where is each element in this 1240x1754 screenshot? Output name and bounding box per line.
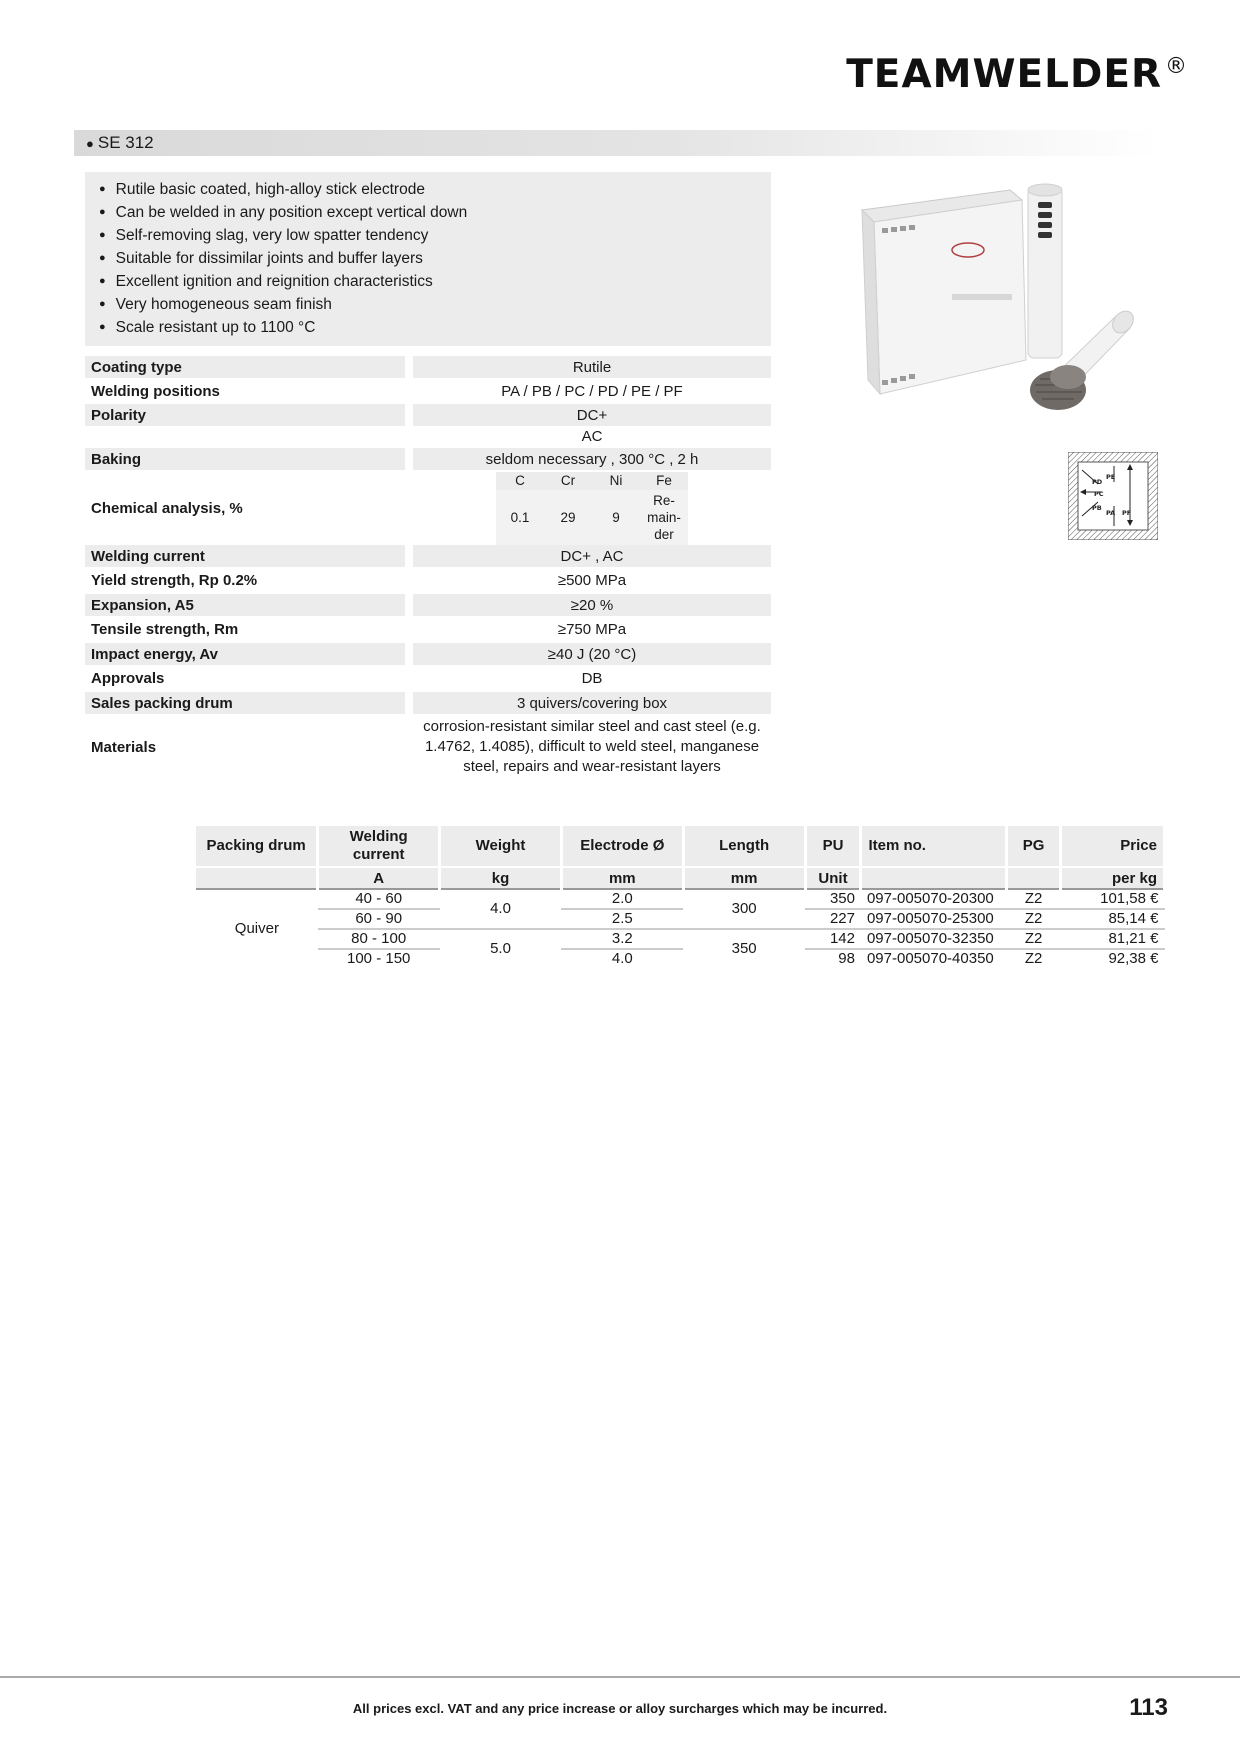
feature-item: ● Suitable for dissimilar joints and buffer layers (99, 247, 771, 270)
feature-item: ● Self-removing slag, very low spatter tendency (99, 224, 771, 247)
col-weight: Weight (440, 826, 562, 867)
spec-row-tensile (85, 618, 771, 640)
price-cell: 85,14 € (1061, 909, 1165, 929)
feature-item: ● Can be welded in any position except vertical down (99, 201, 771, 224)
feature-item: ● Scale resistant up to 1100 °C (99, 316, 771, 339)
length-cell: 300 (683, 889, 805, 929)
unit-packing (196, 867, 318, 889)
spec-row-current (85, 545, 771, 567)
unit-price: per kg (1061, 867, 1165, 889)
diameter-cell: 3.2 (561, 929, 683, 949)
footer-note: All prices excl. VAT and any price increase or alloy surcharges which may be incurred. (352, 1701, 888, 1716)
price-cell: 101,58 € (1061, 889, 1165, 909)
spec-value: DC+ (413, 404, 771, 426)
current-cell: 60 - 90 (318, 909, 440, 929)
registered-mark: ® (1165, 54, 1188, 79)
item-cell: 097-005070-40350 (861, 949, 1007, 968)
item-cell: 097-005070-20300 (861, 889, 1007, 909)
spec-label: Tensile strength, Rm (91, 620, 239, 638)
spec-row-packing (85, 692, 771, 714)
element-value (640, 490, 688, 545)
unit-weight: kg (440, 867, 562, 889)
table-row (196, 909, 1165, 929)
label-pf: PF (1122, 509, 1132, 517)
spec-row-yield (85, 569, 771, 591)
spec-label: Welding current (85, 545, 405, 567)
welding-position-diagram (1068, 452, 1158, 540)
spec-label: Yield strength, Rp 0.2% (91, 571, 258, 589)
unit-electrode: mm (561, 867, 683, 889)
label-pa: PA (1106, 509, 1116, 517)
feature-item: ● Excellent ignition and reignition characteristics (99, 270, 771, 293)
spec-label: Baking (85, 448, 405, 470)
spec-row-expansion (85, 594, 771, 616)
feature-item: ● Rutile basic coated, high-alloy stick electrode (99, 178, 771, 201)
spec-row-coating (85, 356, 771, 378)
fe-line: Re- (653, 492, 675, 508)
element-header: Fe (656, 473, 672, 488)
spec-label: Coating type (85, 356, 405, 378)
col-price: Price (1061, 826, 1165, 867)
spec-label: Chemical analysis, % (91, 499, 243, 517)
unit-row (196, 867, 1165, 889)
brand-name: TEAMWELDER (846, 52, 1162, 97)
label-pd: PD (1092, 478, 1103, 486)
element-header: Cr (560, 473, 576, 488)
label-pb: PB (1092, 504, 1102, 512)
materials-line: 1.4762, 1.4085), difficult to weld steel, manganese (424, 738, 760, 755)
spec-row-approvals (85, 667, 771, 689)
pg-cell: Z2 (1007, 889, 1061, 909)
element-value: 29 (560, 509, 576, 525)
element-value: 9 (612, 509, 620, 525)
diameter-cell: 2.0 (561, 889, 683, 909)
weight-cell: 4.0 (440, 889, 562, 929)
price-table (196, 826, 1166, 968)
spec-value: AC (581, 427, 603, 445)
pu-cell: 142 (805, 929, 861, 949)
price-cell: 81,21 € (1061, 929, 1165, 949)
spec-row-materials (85, 716, 771, 778)
product-title: SE 312 (97, 133, 154, 152)
table-row (196, 949, 1165, 968)
spec-row-baking (85, 448, 771, 470)
product-image (860, 180, 1140, 440)
pg-cell: Z2 (1007, 929, 1061, 949)
feature-list (85, 172, 771, 346)
fe-line: main- (647, 509, 681, 525)
unit-pu: Unit (805, 867, 861, 889)
label-pc: PC (1094, 490, 1104, 498)
spec-value: ≥750 MPa (557, 620, 627, 638)
element-header: C (515, 473, 525, 488)
header-row (196, 826, 1165, 867)
spec-label: Polarity (85, 404, 405, 426)
col-current (318, 826, 440, 867)
pu-cell: 98 (805, 949, 861, 968)
spec-label: Welding positions (91, 382, 220, 400)
col-current-line: current (352, 846, 405, 863)
spec-row-positions (85, 380, 771, 402)
current-cell: 100 - 150 (318, 949, 440, 968)
element-value: 0.1 (510, 509, 530, 525)
unit-current: A (318, 867, 440, 889)
spec-value: ≥40 J (20 °C) (413, 643, 771, 665)
spec-row-chemical (85, 472, 771, 544)
diameter-cell: 4.0 (561, 949, 683, 968)
spec-value: seldom necessary , 300 °C , 2 h (413, 448, 771, 470)
spec-value: ≥500 MPa (557, 571, 627, 589)
unit-length: mm (683, 867, 805, 889)
col-pu: PU (805, 826, 861, 867)
spec-label: Materials (91, 738, 157, 756)
spec-label: Approvals (91, 669, 165, 687)
table-row (196, 929, 1165, 949)
diameter-cell: 2.5 (561, 909, 683, 929)
table-row (196, 889, 1165, 909)
item-cell: 097-005070-32350 (861, 929, 1007, 949)
col-length: Length (683, 826, 805, 867)
weight-cell: 5.0 (440, 929, 562, 968)
footer-divider (0, 1676, 1240, 1678)
pu-cell: 350 (805, 889, 861, 909)
col-packing: Packing drum (196, 826, 318, 867)
spec-value: Rutile (413, 356, 771, 378)
pu-cell: 227 (805, 909, 861, 929)
brand-logo (846, 52, 1188, 97)
spec-value: 3 quivers/covering box (413, 692, 771, 714)
spec-label: Expansion, A5 (85, 594, 405, 616)
packing-drum-cell: Quiver (196, 889, 318, 968)
product-title-bar (74, 130, 1159, 156)
length-cell: 350 (683, 929, 805, 968)
spec-row-impact (85, 643, 771, 665)
col-electrode: Electrode Ø (561, 826, 683, 867)
spec-value: DB (581, 669, 603, 687)
price-cell: 92,38 € (1061, 949, 1165, 968)
pg-cell: Z2 (1007, 909, 1061, 929)
label-pe: PE (1106, 473, 1116, 481)
pg-cell: Z2 (1007, 949, 1061, 968)
spec-label: Sales packing drum (85, 692, 405, 714)
chemical-analysis (413, 472, 771, 544)
spec-row-polarity (85, 404, 771, 448)
feature-item: ● Very homogeneous seam finish (99, 293, 771, 316)
col-current-line: Welding (349, 828, 408, 845)
bullet-icon: ● (86, 136, 94, 151)
unit-pg (1007, 867, 1061, 889)
chemical-table (496, 472, 688, 545)
spec-label: Impact energy, Av (85, 643, 405, 665)
current-cell: 80 - 100 (318, 929, 440, 949)
current-cell: 40 - 60 (318, 889, 440, 909)
spec-value: PA / PB / PC / PD / PE / PF (501, 382, 683, 400)
spec-value: ≥20 % (413, 594, 771, 616)
spec-value (413, 716, 771, 778)
spec-value: DC+ , AC (413, 545, 771, 567)
fe-line: der (654, 526, 674, 542)
col-item: Item no. (861, 826, 1007, 867)
materials-line: steel, repairs and wear-resistant layers (463, 758, 721, 775)
item-cell: 097-005070-25300 (861, 909, 1007, 929)
col-pg: PG (1007, 826, 1061, 867)
page-number: 113 (1129, 1694, 1168, 1721)
unit-item (861, 867, 1007, 889)
materials-line: corrosion-resistant similar steel and cast steel (e.g. (423, 718, 761, 735)
element-header: Ni (609, 473, 623, 488)
